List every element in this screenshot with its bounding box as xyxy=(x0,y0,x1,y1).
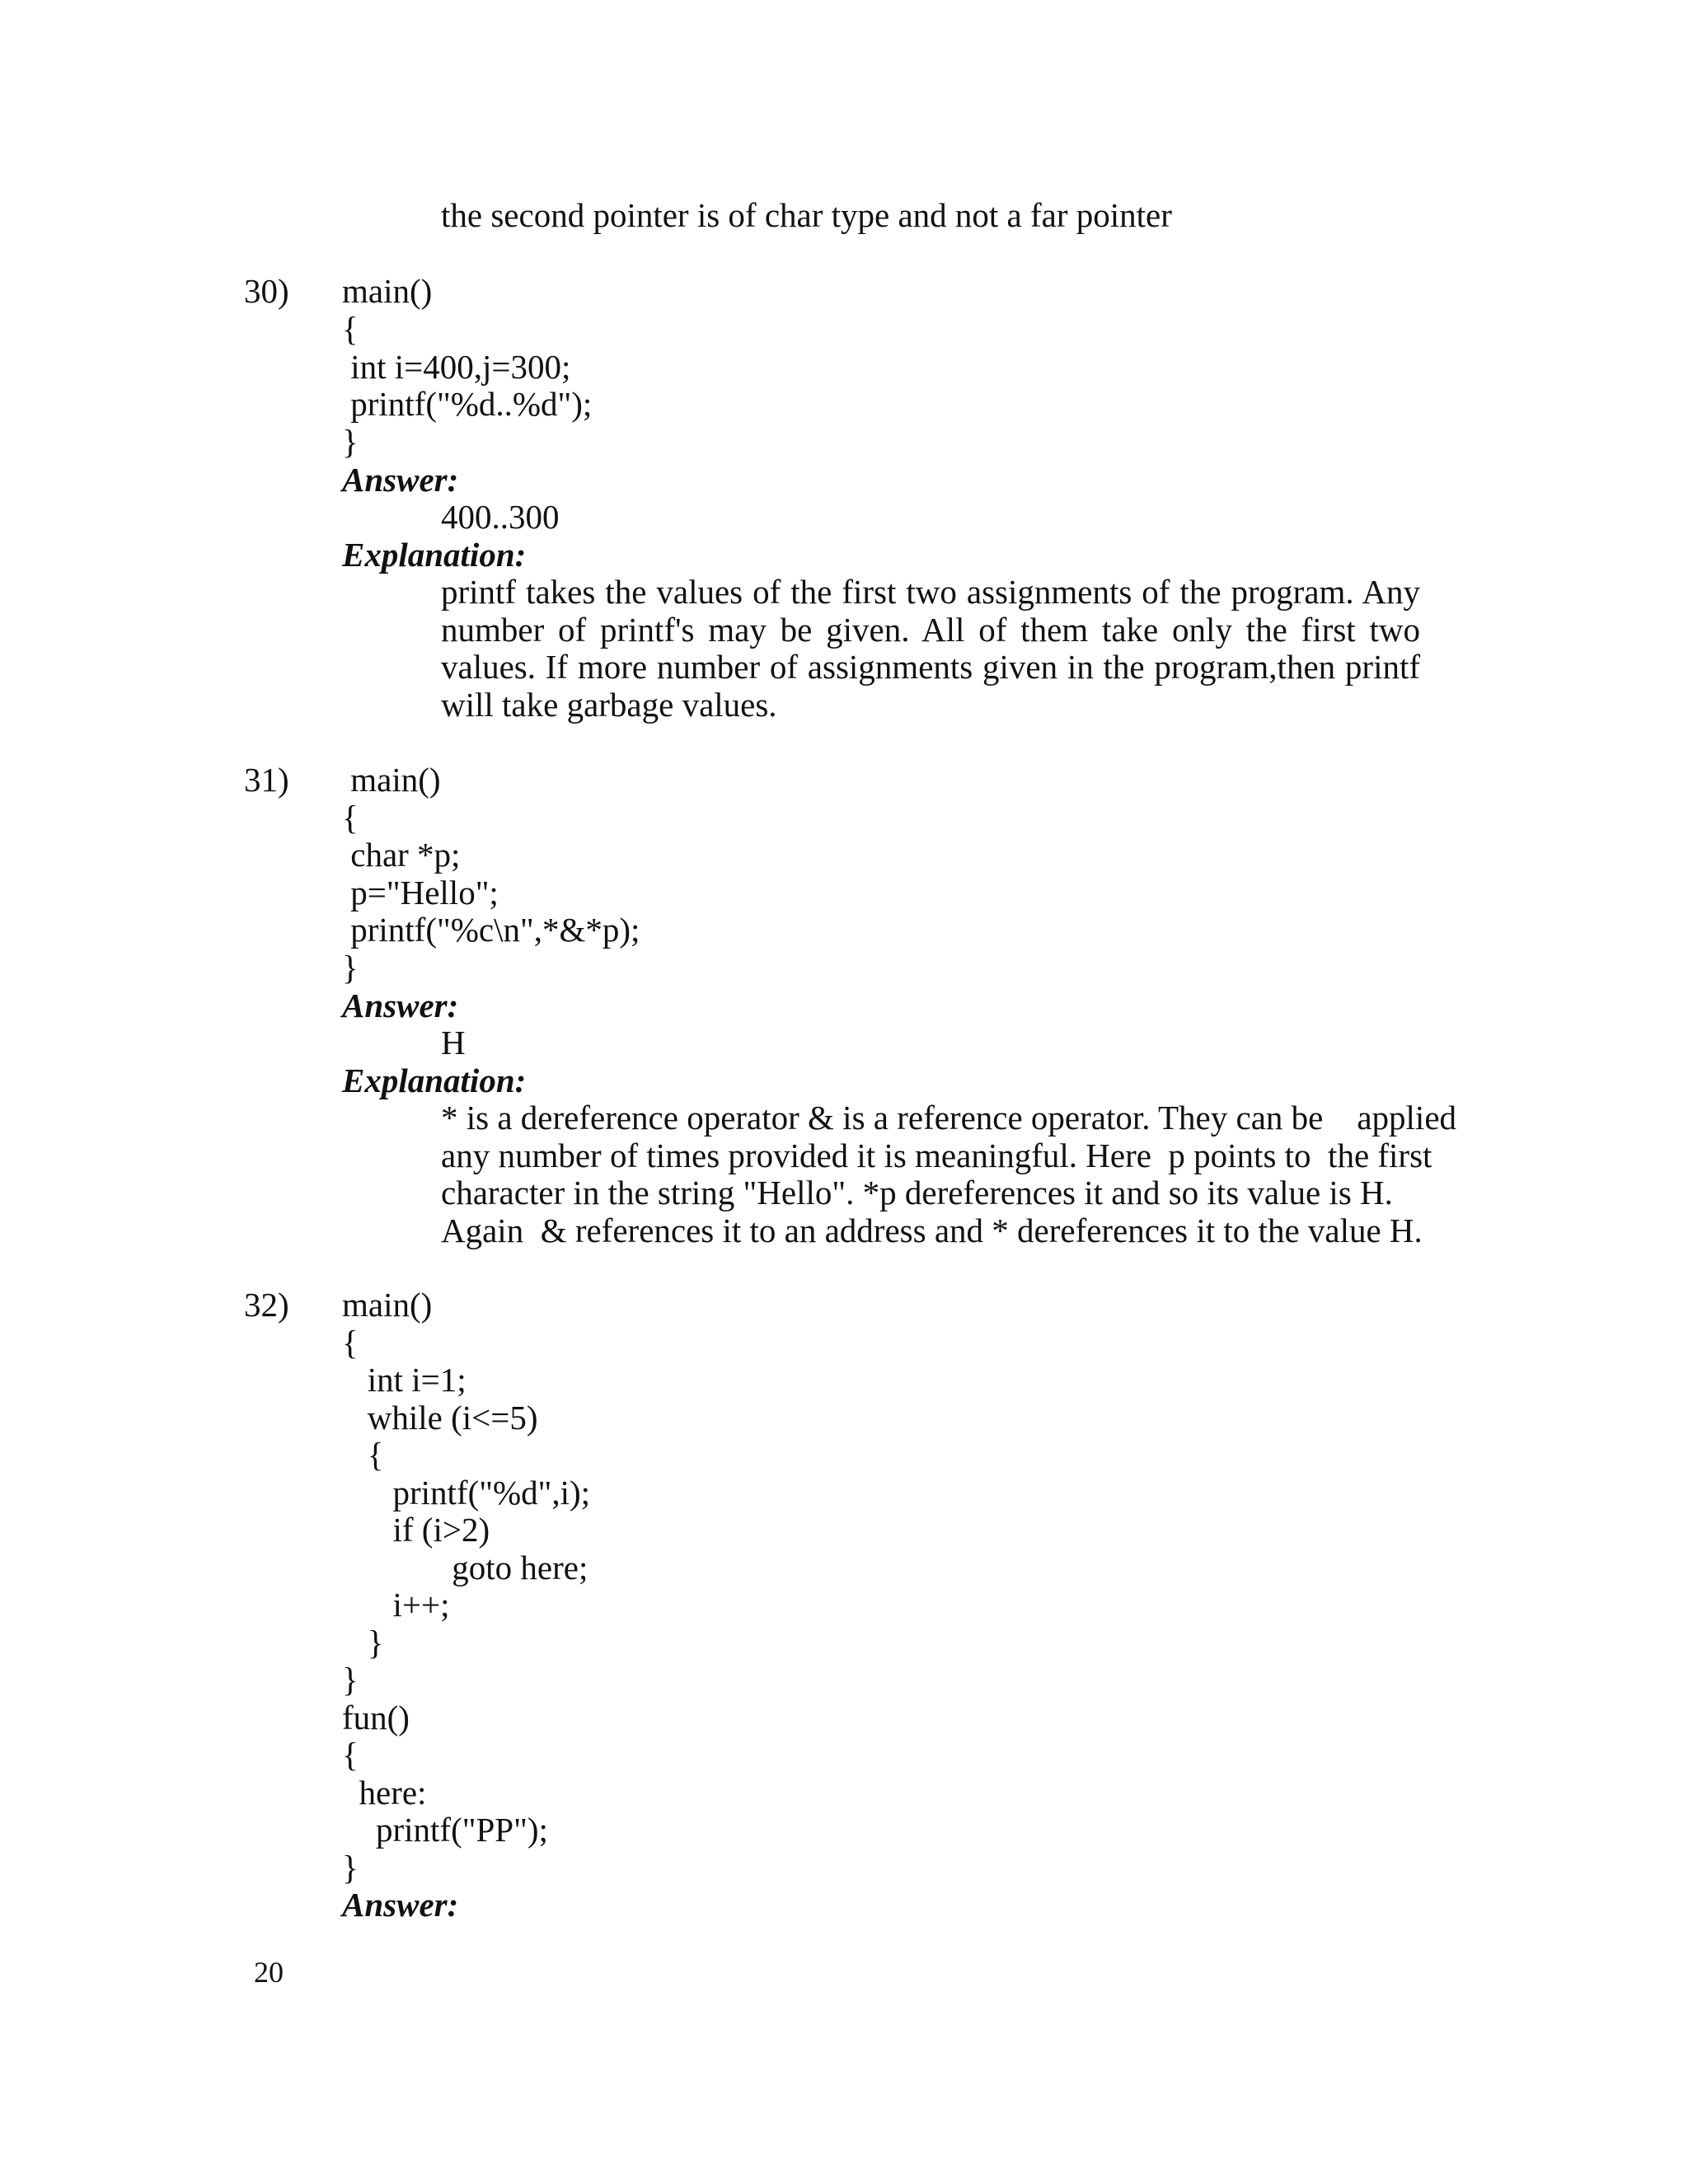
q31-explanation-line: * is a dereference operator & is a reference operator. They can be applied xyxy=(441,1099,1457,1137)
question-number-32: 32) xyxy=(244,1286,289,1324)
q31-code-line: char *p; xyxy=(342,836,461,874)
q32-code-line: here: xyxy=(342,1774,427,1811)
q31-answer-label: Answer: xyxy=(342,987,459,1024)
q32-code-line: { xyxy=(342,1324,359,1361)
q31-code-line: main() xyxy=(342,761,441,799)
q31-code-line: printf("%c\n",*&*p); xyxy=(342,911,640,949)
q31-code-line: { xyxy=(342,799,359,837)
q32-answer-label: Answer: xyxy=(342,1886,459,1924)
q32-code-line: fun() xyxy=(342,1699,410,1736)
q32-code-line: } xyxy=(342,1661,359,1699)
q30-answer-label: Answer: xyxy=(342,461,459,499)
q30-answer-value: 400..300 xyxy=(441,498,560,536)
q32-code-line: while (i<=5) xyxy=(342,1399,538,1436)
q30-code-line: { xyxy=(342,310,359,348)
question-number-31: 31) xyxy=(244,761,289,799)
q30-code-line: int i=400,j=300; xyxy=(342,348,571,386)
q30-explanation-label: Explanation: xyxy=(342,536,527,574)
q32-code-line: { xyxy=(342,1736,359,1774)
q31-explanation-line: character in the string "Hello". *p dereferences it and so its value is H. xyxy=(441,1174,1393,1212)
q31-explanation-label: Explanation: xyxy=(342,1062,527,1099)
q30-code-line: } xyxy=(342,423,359,461)
q31-explanation-line: any number of times provided it is meaningful. Here p points to the first xyxy=(441,1137,1432,1174)
page-number: 20 xyxy=(254,1956,284,1989)
q30-code-line: printf("%d..%d"); xyxy=(342,385,593,423)
q32-code-line: main() xyxy=(342,1286,433,1324)
q32-code-line: if (i>2) xyxy=(342,1511,490,1549)
q31-code-line: p="Hello"; xyxy=(342,874,499,912)
q32-code-line: i++; xyxy=(342,1586,450,1624)
q32-code-line: } xyxy=(342,1849,359,1886)
q32-code-line: } xyxy=(342,1624,384,1661)
q30-explanation-text: printf takes the values of the first two assignments of the program. Any number of printf's may be given. All of them take only the first two values. If more number of assignments given in the program,then printf will take garbage values. xyxy=(441,573,1420,724)
q31-code-line: } xyxy=(342,949,359,987)
q32-code-line: printf("%d",i); xyxy=(342,1474,591,1511)
q32-code-line: goto here; xyxy=(342,1549,588,1586)
q32-code-line: { xyxy=(342,1436,384,1474)
q32-code-line: int i=1; xyxy=(342,1361,467,1399)
q31-answer-value: H xyxy=(441,1024,466,1062)
continuation-line: the second pointer is of char type and not a far pointer xyxy=(441,196,1172,234)
question-number-30: 30) xyxy=(244,272,289,310)
q31-explanation-line: Again & references it to an address and * dereferences it to the value H. xyxy=(441,1212,1423,1249)
q30-code-line: main() xyxy=(342,272,433,310)
q32-code-line: printf("PP"); xyxy=(342,1811,548,1849)
